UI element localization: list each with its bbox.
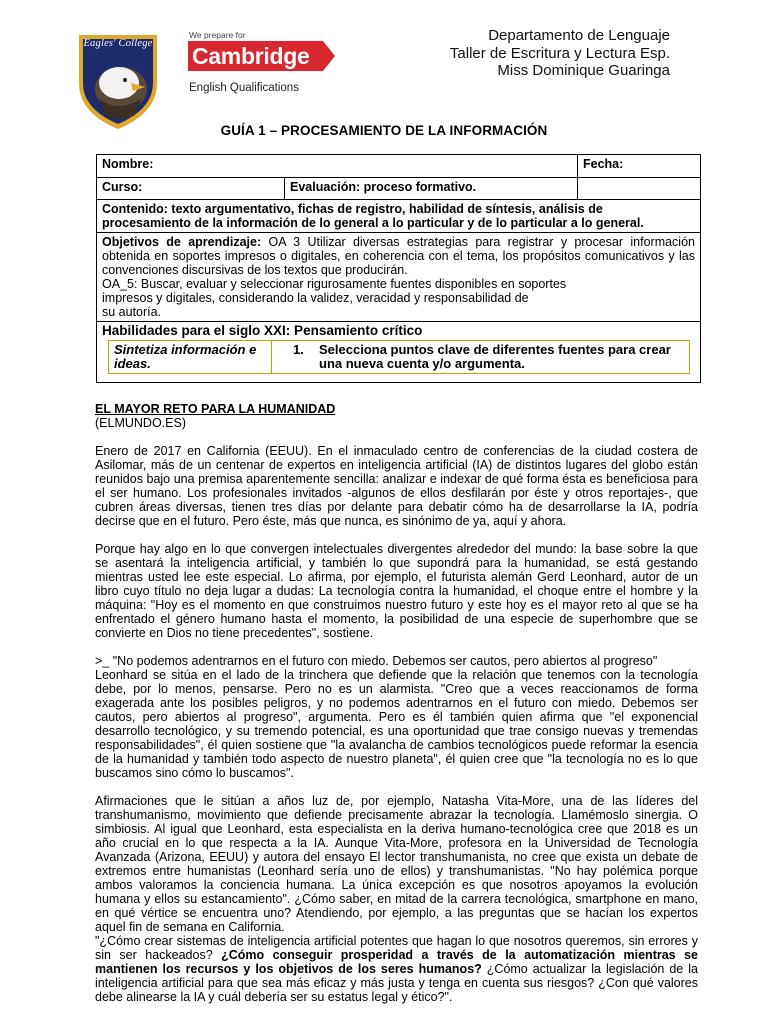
objetivos-cell <box>97 233 701 322</box>
spacer <box>95 640 698 654</box>
article <box>95 402 698 1004</box>
cambridge-tagline: We prepare for <box>189 30 246 40</box>
oa5-line-2: impresos y digitales, considerando la validez, veracidad y responsabilidad de <box>102 291 529 305</box>
nombre-cell[interactable] <box>97 155 578 178</box>
skill-text: Selecciona puntos clave de diferentes fuentes para crear una nueva cuenta y/o argumenta. <box>319 342 671 371</box>
habilidades-cell <box>97 322 701 383</box>
skill-number: 1. <box>293 342 304 357</box>
skill-left-cell: Sintetiza información e ideas. <box>109 341 272 374</box>
dept-line-3: Miss Dominique Guaringa <box>497 62 670 79</box>
article-paragraph-1: Enero de 2017 en California (EEUU). En el inmaculado centro de conferencias de la ciudad costera de Asilomar, más de un centenar de expertos en inteligencia artificial (IA) de distintos lugares del globo están reunidos bajo una premisa aparentemente sencilla: analizar e indexar de qué forma ésta es beneficiosa para el ser humano. Los profesionales invitados -algunos de ellos desfilarán por éste y otros reportajes-, que cubren áreas diversas, tienen tres días por delante para debatir cómo ha de desarrollarse la IA, podría decirse que en el futuro. Pero éste, más que nunca, es sinónimo de ya, aquí y ahora. <box>95 444 698 528</box>
fecha-cell[interactable] <box>578 155 701 178</box>
objetivos-label: Objetivos de aprendizaje: <box>102 235 262 249</box>
guide-title: GUÍA 1 – PROCESAMIENTO DE LA INFORMACIÓN <box>220 123 548 138</box>
article-question-1: "¿Cómo crear sistemas de inteligencia artificial potentes que hagan lo que nosotros queremos, sin errores y sin ser hackeados? <box>95 934 698 962</box>
skills-table <box>108 340 690 374</box>
cambridge-arrow-icon <box>323 41 335 71</box>
cambridge-logo <box>188 30 348 100</box>
spacer <box>95 780 698 794</box>
curso-blank-cell <box>578 178 701 200</box>
dept-line-2: Taller de Escritura y Lectura Esp. <box>449 44 670 62</box>
article-pullquote: >_ "No podemos adentrarnos en el futuro con miedo. Debemos ser cautos, pero abiertos al progreso" <box>95 654 658 668</box>
spacer <box>95 430 698 444</box>
article-title: EL MAYOR RETO PARA LA HUMANIDAD <box>95 402 336 416</box>
article-paragraph-2: Porque hay algo en lo que convergen intelectuales divergentes alrededor del mundo: la base sobre la que se asentará la inteligencia artificial, y también lo que supondrá para la humanidad, se está gestando mientras usted lee este especial. Lo afirma, por ejemplo, el futurista alemán Gerd Leonhard, autor de un libro cuyo título no deja lugar a dudas: La tecnología contra la humanidad, el choque entre el hombre y la máquina: "Hoy es el momento en que construimos nuestro futuro y este hoy es el mayor reto al que se ha enfrentado el género humano hasta el momento, la posibilidad de una especie de superhombre que se convierte en Dios no tiene precedentes", sostiene. <box>95 542 698 640</box>
department-info <box>450 27 670 80</box>
article-paragraph-5 <box>95 934 698 1004</box>
school-name: Eagles' College <box>83 38 153 49</box>
article-question-2: ¿Cómo conseguir prosperidad a través de la automatización mientras se mantienen los recursos y los objetivos de los seres humanos? <box>95 948 698 976</box>
article-paragraph-3: Leonhard se sitúa en el lado de la trinchera que defiende que la relación que tenemos con la tecnología debe, por lo menos, pensarse. Pero no es un alarmista. "Creo que a veces reaccionamos de forma exagerada ante los posibles peligros, y no podemos adentrarnos en el futuro con miedo. Debemos ser cautos, pero abiertos al progreso", argumenta. Pero es él también quien afirma que "el exponencial desarrollo tecnológico, y su tremendo potencial, es una oportunidad que trae consigo nuevas y tremendas responsabilidades", él quien sostiene que "la avalancha de cambios tecnológicos puede reformar la esencia de la humanidad y también todo aspecto de nuestro planeta", él quien cree que "la tecnología no es lo que buscamos sino cómo lo buscamos". <box>95 668 698 780</box>
objetivos-paragraph <box>102 235 695 277</box>
evaluacion-cell <box>285 178 578 200</box>
school-crest-logo <box>75 31 161 131</box>
cambridge-name: Cambridge <box>188 41 323 71</box>
habilidades-heading: Habilidades para el siglo XXI: Pensamiento crítico <box>102 323 423 338</box>
contenido-cell <box>97 200 701 233</box>
nombre-label: Nombre: <box>102 157 154 171</box>
skill-right-cell <box>272 341 690 374</box>
curso-label: Curso: <box>102 180 143 194</box>
oa5-line-3: su autoría. <box>102 305 162 319</box>
fecha-label: Fecha: <box>583 157 624 171</box>
contenido-text: Contenido: texto argumentativo, fichas de registro, habilidad de síntesis, análisis de procesamiento de la información de lo general a lo particular y de lo particular a lo general. <box>102 202 644 230</box>
cambridge-subtitle: English Qualifications <box>189 82 299 94</box>
spacer <box>95 528 698 542</box>
curso-cell[interactable] <box>97 178 285 200</box>
objetivos-text: OA 3 Utilizar diversas estrategias para registrar y procesar información obtenida en soportes impresos o digitales, en coherencia con el tema, los propósitos comunicativos y las convenciones discursivas de los textos que producirán. <box>102 235 695 277</box>
evaluacion-text: Evaluación: proceso formativo. <box>290 180 477 194</box>
oa5-line-1: OA_5: Buscar, evaluar y seleccionar rigurosamente fuentes disponibles en soportes <box>102 277 567 291</box>
article-question-3: ¿Cómo actualizar la legislación de la inteligencia artificial para que sea más eficaz y más justa y tenga en cuenta sus riesgos? ¿Con qué valores debe alinearse la IA y cuál debería ser su estatus legal y ético?". <box>95 962 698 1004</box>
article-paragraph-4: Afirmaciones que le sitúan a años luz de, por ejemplo, Natasha Vita-More, una de las líderes del transhumanismo, movimiento que defiende precisamente abrazar la tecnología. Llamémoslo sinergia. O simbiosis. Al igual que Leonhard, esta especialista en la deriva humano-tecnológica cree que 2018 es un año crucial en lo que respecta a la IA. Aunque Vita-More, profesora en la Universidad de Tecnología Avanzada (Arizona, EEUU) y autora del ensayo El lector transhumanista, no cree que exista un debate de extremos entre humanistas (Leonhard sería uno de ellos) y transhumanistas. "No hay polémica porque ambos valoramos la conciencia humana. La única excepción es que nosotros apoyamos la evolución humana y ellos su estancamiento". ¿Cómo saber, en mitad de la carrera tecnológica, smartphone en mano, en qué vértice se encuentra uno? Atendiendo, por ejemplo, a las preguntas que se hacían los expertos aquel fin de semana en California. <box>95 794 698 934</box>
info-table <box>96 154 701 383</box>
article-source: (ELMUNDO.ES) <box>95 416 186 430</box>
dept-line-1: Departamento de Lenguaje <box>488 27 670 44</box>
